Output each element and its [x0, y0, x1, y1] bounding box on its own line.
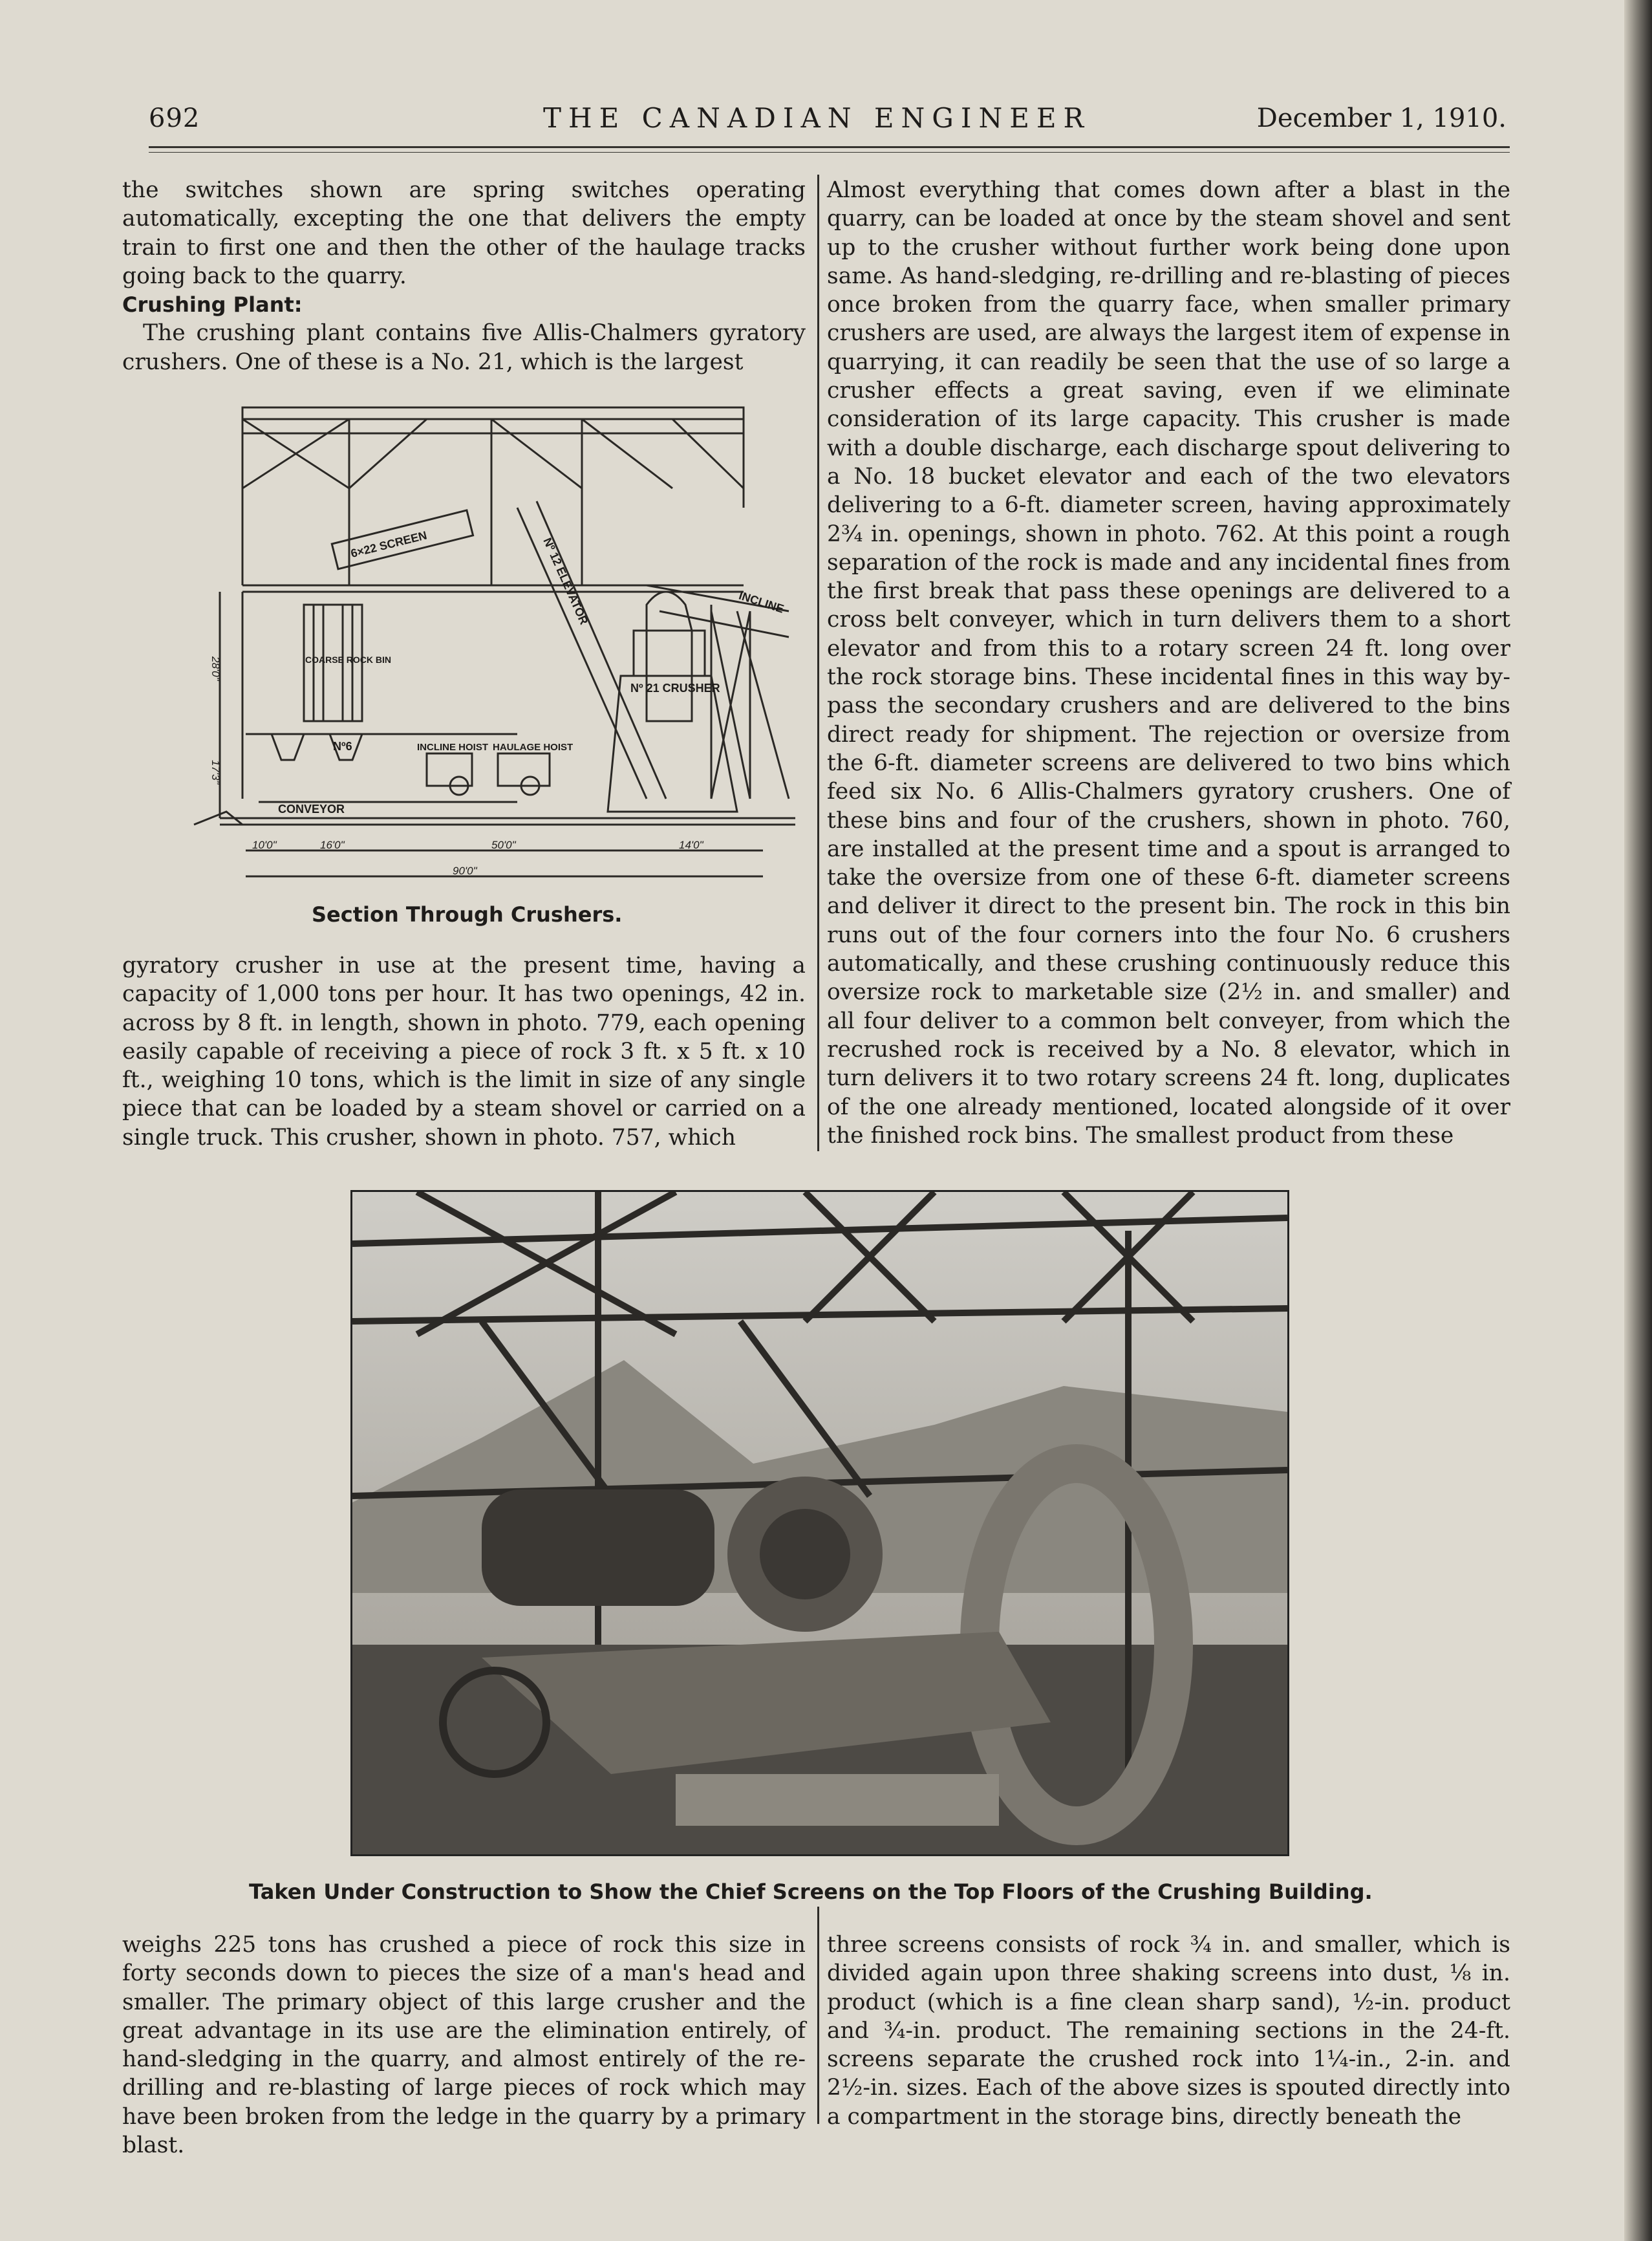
crusher-section-diagram: [155, 398, 802, 915]
column-rule-top: [817, 175, 819, 1151]
diagram-label-coarse-rock-bin: COARSE ROCK BIN: [305, 655, 392, 665]
paragraph: weighs 225 tons has crushed a piece of rock this size in forty seconds down to pieces the size of a man's head and smaller. The primary object of this large crusher and the great advantage in its use are the elimination entirely, of hand-sledging in the quarry, and almost entirely of the re-drilling and re-blasting of large pieces of rock which may have been broken from the ledge in the quarry by a primary blast.: [122, 1932, 806, 2159]
left-column-final: [122, 1931, 806, 2160]
diagram-label-screen: 6×22 SCREEN: [349, 528, 429, 560]
journal-title: THE CANADIAN ENGINEER: [543, 102, 1091, 134]
paragraph: gyratory crusher in use at the present time, having a capacity of 1,000 tons per hour. It has two openings, 42 in. across by 8 ft. in length, shown in photo. 779, each opening easily capable of receiving a piece of rock 3 ft. x 5 ft. x 10 ft., weighing 10 tons, which is the limit in size of any single piece that can be loaded by a steam shovel or carried on a single truck. This crusher, shown in photo. 757, which: [122, 953, 806, 1151]
diagram-label-incline-hoist: INCLINE HOIST: [417, 742, 489, 753]
construction-photo: [350, 1190, 1289, 1856]
diagram-label-crusher: Nº 21 CRUSHER: [630, 682, 720, 695]
column-rule-bottom: [817, 1907, 819, 2124]
dimension-10ft: 10'0": [252, 839, 277, 851]
dimension-50ft: 50'0": [491, 839, 516, 851]
dimension-90ft: 90'0": [453, 865, 477, 877]
running-header: [149, 97, 1507, 142]
section-heading: Crushing Plant:: [122, 292, 303, 318]
issue-date: December 1, 1910.: [1256, 103, 1507, 133]
diagram-label-elevator: Nº 12 ELEVATOR: [541, 536, 591, 627]
photo-caption: Taken Under Construction to Show the Chief Screens on the Top Floors of the Crushing Building.: [249, 1879, 1373, 1904]
right-column-final: [827, 1931, 1510, 2131]
diagram-label-haulage-hoist: HAULAGE HOIST: [493, 742, 574, 753]
left-column-bottom: [122, 951, 806, 1152]
paragraph: the switches shown are spring switches operating automatically, excepting the one that delivers the empty train to first one and then the other of the haulage tracks going back to the quarry.: [122, 177, 806, 289]
dimension-16ft: 16'0": [320, 839, 345, 851]
paragraph: The crushing plant contains five Allis-Chalmers gyratory crushers. One of these is a No. 21, which is the largest: [122, 320, 806, 375]
dimension-height-lower: 17'3": [209, 760, 222, 785]
dimension-14ft: 14'0": [679, 839, 703, 851]
right-column-top: [827, 176, 1510, 1150]
dimension-height-upper: 28'0": [209, 656, 222, 681]
header-rule: [149, 146, 1510, 148]
page-number: 692: [149, 103, 200, 133]
diagram-label-incline: INCLINE: [737, 589, 786, 616]
diagram-label-no6: Nº6: [333, 740, 352, 753]
paragraph: three screens consists of rock ¾ in. and smaller, which is divided again upon three shaking screens into dust, ⅛ in. product (which is a fine clean sharp sand), ½-in. product and ¾-in. product. The remaining sections in the 24-ft. screens separate the crushed rock into 1¼-in., 2-in. and 2½-in. sizes. Each of the above sizes is spouted directly into a compartment in the storage bins, directly beneath the: [827, 1932, 1510, 2130]
paragraph: Almost everything that comes down after a blast in the quarry, can be loaded at once by the steam shovel and sent up to the crusher without further work being done upon same. As hand-sledging, re-drilling and re-blasting of pieces once broken from the quarry face, when smaller primary crushers are used, are always the largest item of expense in quarrying, it can readily be seen that the use of so large a crusher effects a great saving, even if we eliminate consideration of its large capacity. This crusher is made with a double discharge, each discharge spout delivering to a No. 18 bucket elevator and each of the two elevators delivering to a 6-ft. diameter screen, having approximately 2¾ in. openings, shown in photo. 762. At this point a rough separation of the rock is made and any incidental fines from the first break that pass these openings are delivered to a cross belt conveyer, which in turn delivers them to a short elevator and from this to a rotary screen 24 ft. long over the rock storage bins. These incidental fines in this way by-pass the secondary crushers and are delivered to the bins direct ready for shipment. The rejection or oversize from the 6-ft. diameter screens are delivered to two bins which feed six No. 6 Allis-Chalmers gyratory crushers. One of these bins and four of the crushers, shown in photo. 760, are installed at the present time and a spout is arranged to take the oversize from one of these 6-ft. diameter screens and deliver it direct to the present bin. The rock in this bin runs out of the four corners into the four No. 6 crushers automatically, and these crushing continuously reduce this oversize rock to marketable size (2½ in. and smaller) and all four deliver to a common belt conveyer, from which the recrushed rock is received by a No. 8 elevator, which in turn delivers it to two rotary screens 24 ft. long, duplicates of the one already mentioned, located alongside of it over the finished rock bins. The smallest product from these: [827, 177, 1510, 1149]
diagram-label-conveyor: CONVEYOR: [278, 803, 345, 816]
header-rule-thin: [149, 152, 1510, 153]
construction-photo-image: [352, 1192, 1287, 1854]
page-edge-shadow: [1624, 0, 1652, 2241]
diagram-caption: Section Through Crushers.: [312, 902, 623, 927]
left-column-top: [122, 176, 806, 376]
